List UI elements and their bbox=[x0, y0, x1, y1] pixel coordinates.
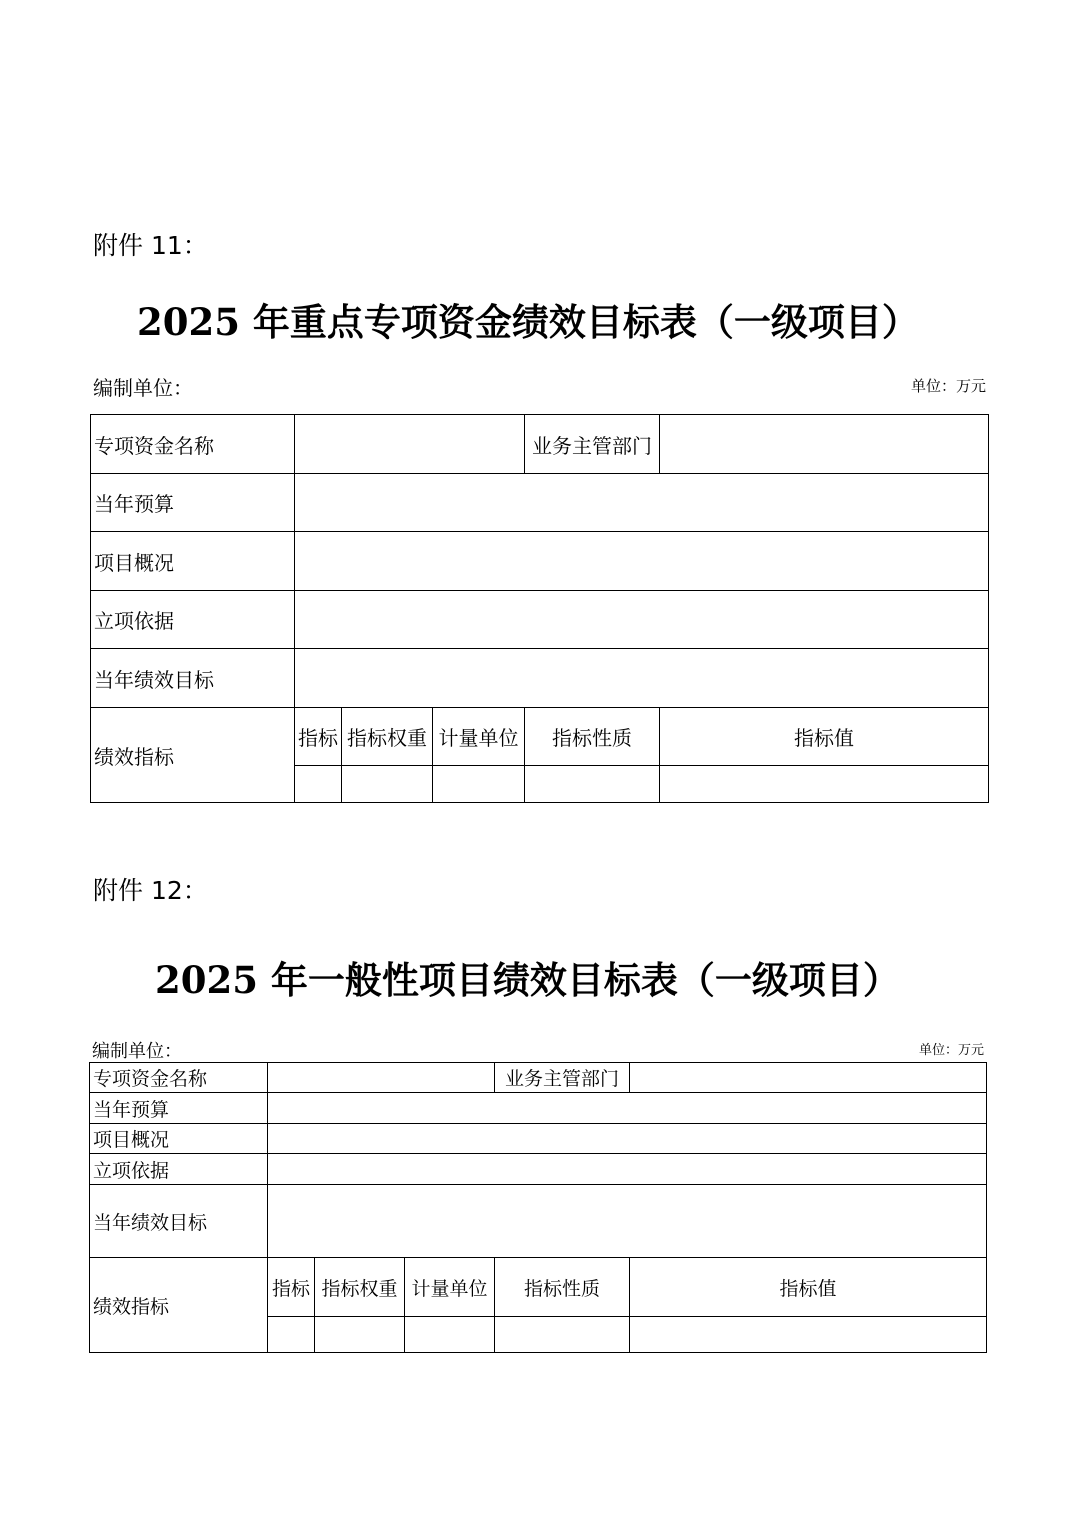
goal-label: 当年绩效目标 bbox=[90, 1185, 268, 1258]
unit-label: 单位：万元 bbox=[910, 377, 986, 395]
fund-name-label: 专项资金名称 bbox=[91, 415, 295, 474]
basis-label: 立项依据 bbox=[90, 1154, 268, 1185]
value-cell[interactable] bbox=[660, 766, 989, 803]
overview-value[interactable] bbox=[268, 1124, 987, 1154]
attachment-label: 附件 11： bbox=[93, 231, 208, 260]
performance-table bbox=[89, 1062, 987, 1353]
weight-header: 指标权重 bbox=[342, 708, 433, 766]
budget-value[interactable] bbox=[295, 474, 989, 532]
budget-label: 当年预算 bbox=[90, 1093, 268, 1124]
value-header: 指标值 bbox=[630, 1258, 987, 1317]
basis-value[interactable] bbox=[268, 1154, 987, 1185]
weight-cell[interactable] bbox=[315, 1317, 405, 1353]
unit-cell[interactable] bbox=[433, 766, 525, 803]
goal-value[interactable] bbox=[268, 1185, 987, 1258]
indicators-label: 绩效指标 bbox=[91, 708, 295, 803]
compiler-label: 编制单位： bbox=[92, 1041, 182, 1062]
unit-header: 计量单位 bbox=[433, 708, 525, 766]
compiler-label: 编制单位： bbox=[93, 376, 193, 400]
indicator-cell[interactable] bbox=[295, 766, 342, 803]
department-label: 业务主管部门 bbox=[525, 415, 660, 474]
fund-name-value[interactable] bbox=[295, 415, 525, 474]
department-value[interactable] bbox=[660, 415, 989, 474]
performance-table bbox=[90, 414, 989, 803]
nature-cell[interactable] bbox=[495, 1317, 630, 1353]
budget-value[interactable] bbox=[268, 1093, 987, 1124]
weight-header: 指标权重 bbox=[315, 1258, 405, 1317]
nature-cell[interactable] bbox=[525, 766, 660, 803]
nature-header: 指标性质 bbox=[525, 708, 660, 766]
unit-label: 单位：万元 bbox=[918, 1043, 984, 1058]
value-cell[interactable] bbox=[630, 1317, 987, 1353]
goal-label: 当年绩效目标 bbox=[91, 649, 295, 708]
indicators-label: 绩效指标 bbox=[90, 1258, 268, 1353]
page-title: 2025 年重点专项资金绩效目标表（一级项目） bbox=[137, 300, 919, 344]
basis-value[interactable] bbox=[295, 591, 989, 649]
department-label: 业务主管部门 bbox=[495, 1063, 630, 1093]
value-header: 指标值 bbox=[660, 708, 989, 766]
department-value[interactable] bbox=[630, 1063, 987, 1093]
fund-name-value[interactable] bbox=[268, 1063, 495, 1093]
overview-label: 项目概况 bbox=[90, 1124, 268, 1154]
unit-cell[interactable] bbox=[405, 1317, 495, 1353]
indicator-cell[interactable] bbox=[268, 1317, 315, 1353]
page-title: 2025 年一般性项目绩效目标表（一级项目） bbox=[155, 958, 900, 1002]
nature-header: 指标性质 bbox=[495, 1258, 630, 1317]
indicator-header: 指标 bbox=[295, 708, 342, 766]
budget-label: 当年预算 bbox=[91, 474, 295, 532]
goal-value[interactable] bbox=[295, 649, 989, 708]
fund-name-label: 专项资金名称 bbox=[90, 1063, 268, 1093]
basis-label: 立项依据 bbox=[91, 591, 295, 649]
indicator-header: 指标 bbox=[268, 1258, 315, 1317]
weight-cell[interactable] bbox=[342, 766, 433, 803]
overview-label: 项目概况 bbox=[91, 532, 295, 591]
attachment-label: 附件 12： bbox=[93, 876, 208, 905]
unit-header: 计量单位 bbox=[405, 1258, 495, 1317]
overview-value[interactable] bbox=[295, 532, 989, 591]
